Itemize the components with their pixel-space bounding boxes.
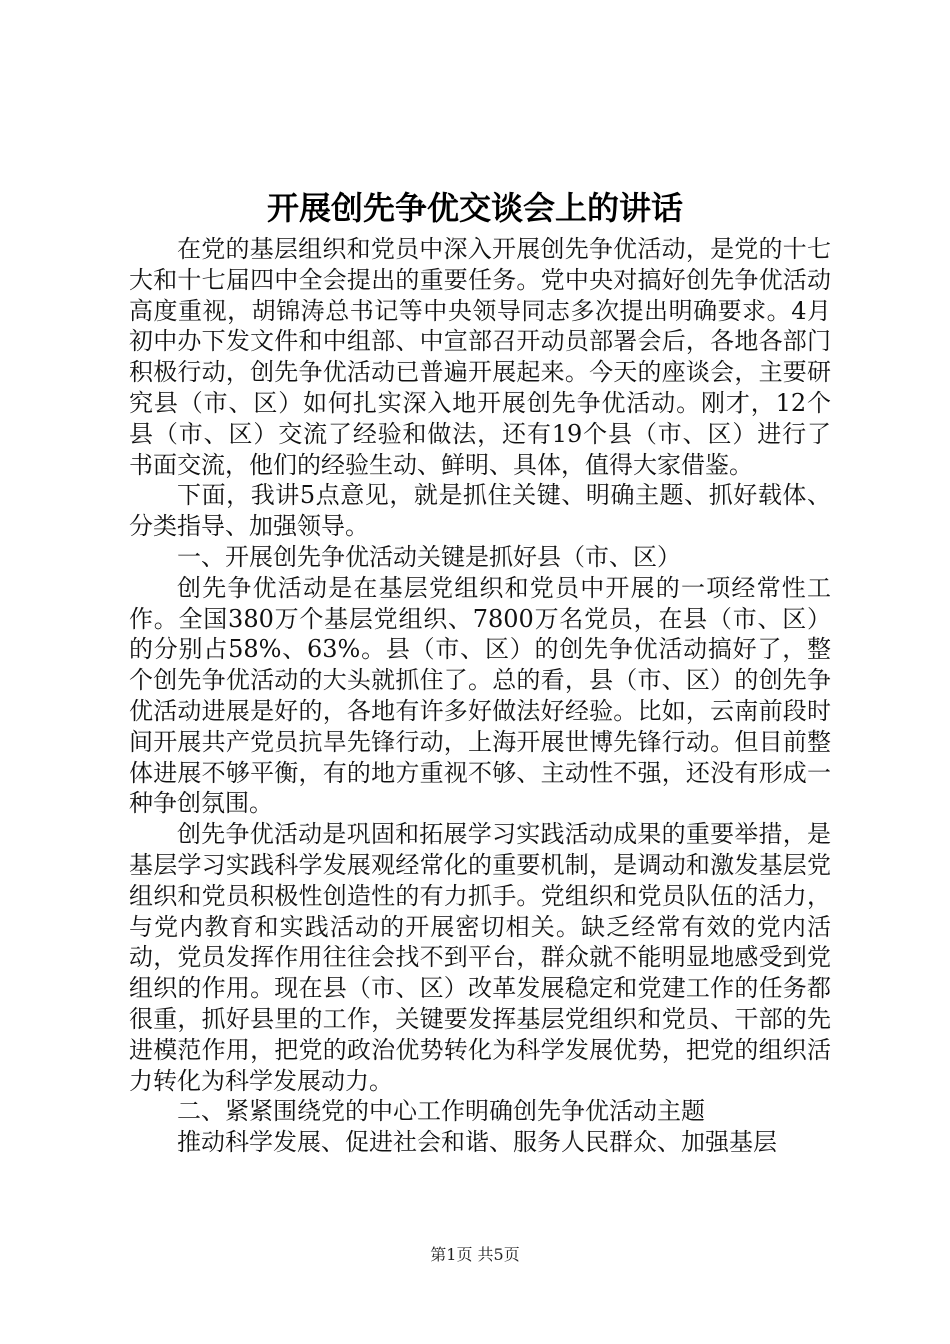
paragraph-overview: 下面，我讲5点意见，就是抓住关键、明确主题、抓好载体、分类指导、加强领导。 [129, 481, 831, 541]
document-body [129, 234, 831, 1158]
paragraph-section-1a: 创先争优活动是在基层党组织和党员中开展的一项经常性工作。全国380万个基层党组织、7800万名党员，在县（市、区）的分别占58%、63%。县（市、区）的创先争优活动搞好了，整个创先争优活动的大头就抓住了。总的看，县（市、区）的创先争优活动进展是好的，各地有许多好做法好经验。比如，云南前段时间开展共产党员抗旱先锋行动，上海开展世博先锋行动。但目前整体进展不够平衡，有的地方重视不够、主动性不强，还没有形成一种争创氛围。 [129, 573, 831, 818]
document-title: 开展创先争优交谈会上的讲话 [266, 189, 683, 227]
section-heading-2: 二、紧紧围绕党的中心工作明确创先争优活动主题 [177, 1097, 705, 1126]
paragraph-section-1b: 创先争优活动是巩固和拓展学习实践活动成果的重要举措，是基层学习实践科学发展观经常化的重要机制，是调动和激发基层党组织和党员积极性创造性的有力抓手。党组织和党员队伍的活力，与党内教育和实践活动的开展密切相关。缺乏经常有效的党内活动，党员发挥作用往往会找不到平台，群众就不能明显地感受到党组织的作用。现在县（市、区）改革发展稳定和党建工作的任务都很重，抓好县里的工作，关键要发挥基层党组织和党员、干部的先进模范作用，把党的政治优势转化为科学发展优势，把党的组织活力转化为科学发展动力。 [129, 820, 831, 1095]
section-heading-1: 一、开展创先争优活动关键是抓好县（市、区） [177, 542, 681, 571]
paragraph-section-2a: 推动科学发展、促进社会和谐、服务人民群众、加强基层 [177, 1128, 777, 1157]
page-number-footer: 第1页 共5页 [430, 1245, 520, 1264]
paragraph-intro: 在党的基层组织和党员中深入开展创先争优活动，是党的十七大和十七届四中全会提出的重要任务。党中央对搞好创先争优活动高度重视，胡锦涛总书记等中央领导同志多次提出明确要求。4月初中办下发文件和中组部、中宣部召开动员部署会后，各地各部门积极行动，创先争优活动已普遍开展起来。今天的座谈会，主要研究县（市、区）如何扎实深入地开展创先争优活动。刚才，12个县（市、区）交流了经验和做法，还有19个县（市、区）进行了书面交流，他们的经验生动、鲜明、具体，值得大家借鉴。 [129, 235, 831, 479]
